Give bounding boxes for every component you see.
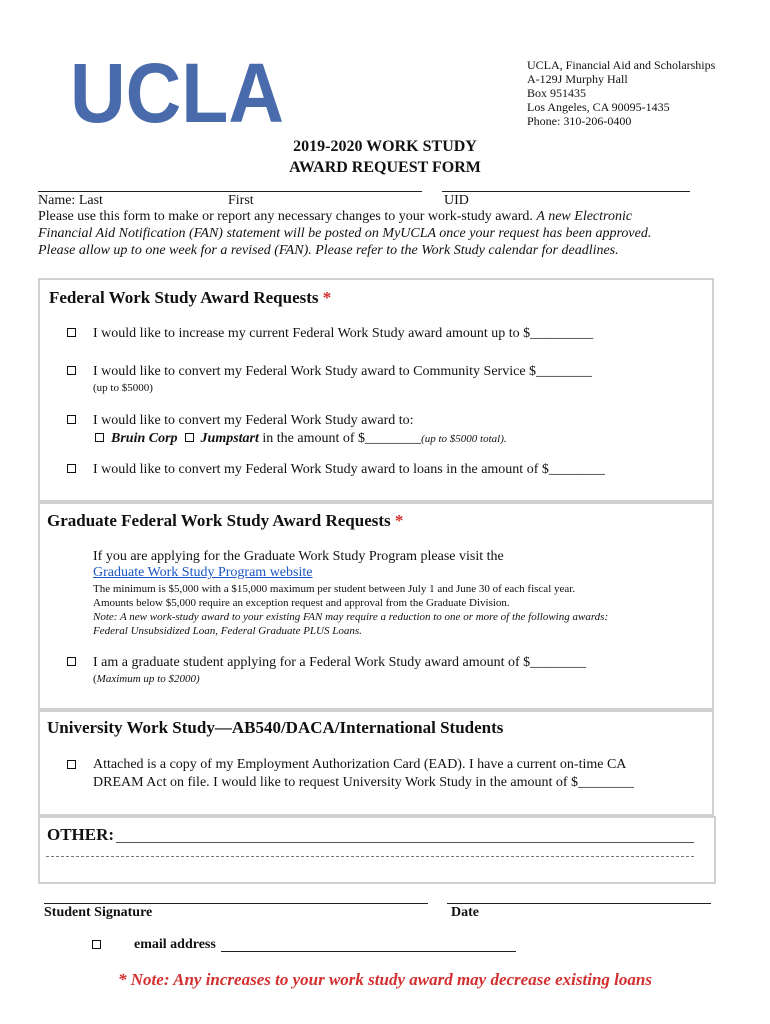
uid-field[interactable] bbox=[442, 191, 690, 192]
address-line: Los Angeles, CA 90095-1435 bbox=[527, 100, 670, 114]
ucla-logo bbox=[70, 52, 286, 130]
last-name-label: Name: Last bbox=[38, 193, 103, 208]
address-line: Box 951435 bbox=[527, 86, 587, 100]
graduate-exception-text: Amounts below $5,000 require an exception request and approval from the Graduate Division. bbox=[93, 597, 510, 609]
university-work-study-section bbox=[38, 710, 714, 816]
ucla-logo-graphic bbox=[70, 52, 286, 130]
other-line[interactable] bbox=[46, 856, 694, 857]
address-line: A-129J Murphy Hall bbox=[527, 72, 628, 86]
email-checkbox[interactable] bbox=[92, 940, 101, 949]
option-university-award-line1: Attached is a copy of my Employment Authorization Card (EAD). I have a current on-time CA bbox=[93, 757, 627, 772]
university-award-checkbox[interactable] bbox=[67, 760, 76, 769]
graduate-visit-text: If you are applying for the Graduate Work Study Program please visit the bbox=[93, 549, 504, 564]
required-star: * bbox=[322, 288, 332, 307]
section-title: University Work Study—AB540/DACA/International Students bbox=[47, 718, 504, 737]
option-community-service: I would like to convert my Federal Work Study award to Community Service $________ bbox=[93, 364, 593, 379]
bruin-corp-checkbox[interactable] bbox=[95, 433, 104, 442]
signature-label: Student Signature bbox=[44, 905, 153, 920]
email-field[interactable] bbox=[221, 951, 516, 952]
form-title-line2: AWARD REQUEST FORM bbox=[289, 159, 481, 176]
section-title: Graduate Federal Work Study Award Requests * bbox=[47, 511, 404, 530]
required-star: * bbox=[394, 511, 404, 530]
date-label: Date bbox=[451, 905, 479, 920]
community-service-checkbox[interactable] bbox=[67, 366, 76, 375]
address-line: UCLA, Financial Aid and Scholarships bbox=[527, 58, 716, 72]
instructions-text: Please use this form to make or report any necessary changes to your work-study award. bbox=[38, 209, 537, 224]
instructions-italic: Please allow up to one week for a revised (FAN). Please refer to the Work Study calendar for deadlines. bbox=[38, 243, 619, 258]
other-line[interactable] bbox=[116, 842, 694, 843]
address-line: Phone: 310-206-0400 bbox=[527, 114, 632, 128]
program-amount: in the amount of $________ bbox=[258, 431, 422, 446]
jumpstart-checkbox[interactable] bbox=[185, 433, 194, 442]
convert-program-checkbox[interactable] bbox=[67, 415, 76, 424]
first-name-label: First bbox=[228, 193, 254, 208]
program-limit: (up to $5000 total). bbox=[421, 433, 507, 445]
graduate-minimum-text: The minimum is $5,000 with a $15,000 maximum per student between July 1 and June 30 of each fiscal year. bbox=[93, 583, 576, 595]
option-convert-loans: I would like to convert my Federal Work Study award to loans in the amount of $________ bbox=[93, 462, 605, 477]
other-section bbox=[38, 816, 716, 884]
email-label: email address bbox=[134, 937, 216, 952]
form-title bbox=[0, 136, 770, 178]
loan-warning-note: * Note: Any increases to your work study award may decrease existing loans bbox=[118, 970, 652, 989]
jumpstart-label: Jumpstart bbox=[200, 431, 259, 446]
office-address bbox=[527, 58, 715, 128]
instructions-italic: A new Electronic bbox=[536, 209, 633, 224]
bruin-corp-label: Bruin Corp bbox=[111, 431, 178, 446]
graduate-program-link[interactable]: Graduate Work Study Program website bbox=[93, 565, 313, 580]
graduate-work-study-section bbox=[38, 502, 714, 710]
graduate-award-limit: (Maximum up to $2000) bbox=[93, 673, 200, 685]
instructions-italic: Financial Aid Notification (FAN) statement will be posted on MyUCLA once your request has been approved. bbox=[38, 226, 652, 241]
graduate-note: Federal Unsubsidized Loan, Federal Graduate PLUS Loans. bbox=[93, 625, 362, 637]
date-line[interactable] bbox=[447, 903, 711, 904]
other-label: OTHER: bbox=[47, 825, 115, 844]
name-field[interactable] bbox=[38, 191, 422, 192]
option-graduate-award: I am a graduate student applying for a Federal Work Study award amount of $________ bbox=[93, 655, 587, 670]
increase-award-checkbox[interactable] bbox=[67, 328, 76, 337]
graduate-note: Note: A new work-study award to your existing FAN may require a reduction to one or more of the following awards: bbox=[93, 611, 609, 623]
section-title: Federal Work Study Award Requests * bbox=[49, 288, 332, 307]
program-choice-row bbox=[95, 430, 507, 448]
uid-label: UID bbox=[444, 193, 469, 208]
signature-line[interactable] bbox=[44, 903, 428, 904]
convert-loans-checkbox[interactable] bbox=[67, 464, 76, 473]
instructions bbox=[38, 208, 738, 259]
option-university-award-line2: DREAM Act on file. I would like to request University Work Study in the amount of $________ bbox=[93, 775, 635, 790]
form-title-line1: 2019-2020 WORK STUDY bbox=[293, 138, 477, 155]
option-convert-program: I would like to convert my Federal Work Study award to: bbox=[93, 413, 414, 428]
graduate-award-checkbox[interactable] bbox=[67, 657, 76, 666]
option-increase-award: I would like to increase my current Federal Work Study award amount up to $_________ bbox=[93, 326, 594, 341]
federal-work-study-section bbox=[38, 278, 714, 502]
ucla-logo-text: UCLA bbox=[70, 52, 284, 130]
community-service-limit: (up to $5000) bbox=[93, 382, 153, 394]
